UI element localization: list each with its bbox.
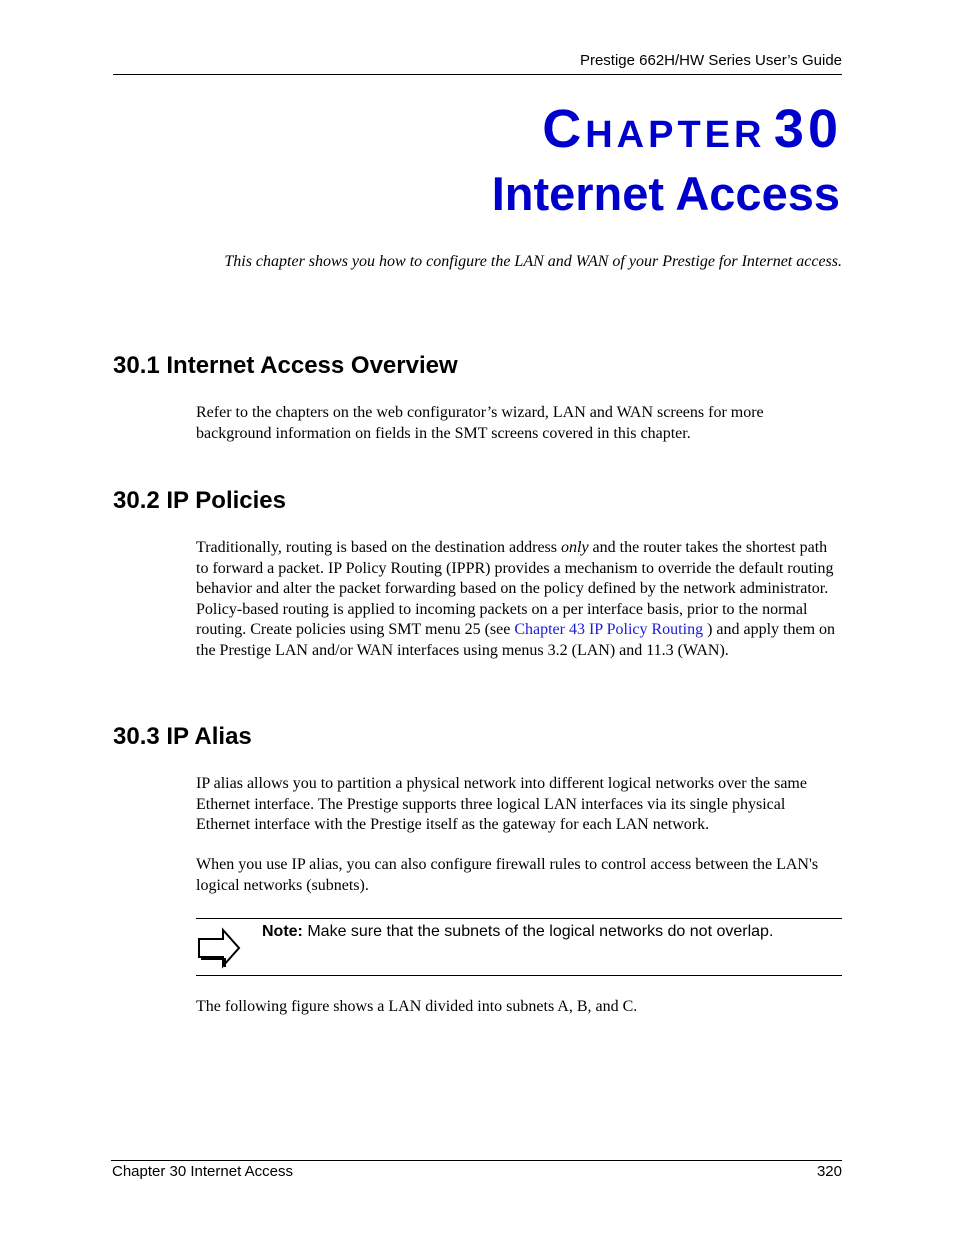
note-text bbox=[262, 923, 773, 941]
page-footer bbox=[111, 1160, 842, 1183]
note-label: Note: bbox=[262, 923, 303, 940]
ip-policies-paragraph bbox=[196, 538, 841, 661]
page-header bbox=[113, 50, 842, 75]
chapter-intro: This chapter shows you how to configure the LAN and WAN of your Prestige for Internet access. bbox=[224, 253, 842, 270]
chapter-label-rest: HAPTER bbox=[585, 114, 766, 156]
section-heading-ip-alias: 30.3 IP Alias bbox=[113, 723, 252, 750]
ip-policies-text-a: Traditionally, routing is based on the destination address bbox=[196, 539, 561, 556]
ip-policies-text-c: ) and apply them on the Prestige LAN and/or WAN interfaces using menus 3.2 (LAN) and 11.3 (WAN). bbox=[196, 621, 836, 659]
arrow-right-outline-icon bbox=[197, 927, 241, 969]
footer-chapter: Chapter 30 Internet Access bbox=[112, 1163, 293, 1180]
page-number: 320 bbox=[816, 1163, 842, 1180]
ip-policies-emphasis: only bbox=[561, 539, 589, 556]
chapter-43-link[interactable]: Chapter 43 IP Policy Routing bbox=[514, 621, 704, 638]
chapter-label bbox=[542, 98, 842, 160]
guide-title: Prestige 662H/HW Series User’s Guide bbox=[579, 52, 842, 69]
ip-policies-text-b: and the router takes the shortest path to forward a packet. IP Policy Routing (IPPR) provides a mechanism to override the default routing behavior and alter the packet forwarding based on the policy defined by the network administrator. Policy-based routing is applied to incoming packets on a per interface basis, prior to the normal routing. Create policies using SMT menu 25 (see bbox=[196, 539, 834, 638]
chapter-title: Internet Access bbox=[491, 167, 840, 220]
chapter-number: 30 bbox=[773, 99, 842, 159]
note-box bbox=[196, 918, 842, 976]
section-heading-overview: 30.1 Internet Access Overview bbox=[113, 352, 458, 379]
overview-paragraph: Refer to the chapters on the web configurator’s wizard, LAN and WAN screens for more background information on fields in the SMT screens covered in this chapter. bbox=[196, 404, 764, 442]
ip-alias-paragraph-3: The following figure shows a LAN divided into subnets A, B, and C. bbox=[196, 998, 638, 1015]
ip-alias-paragraph-2: When you use IP alias, you can also configure firewall rules to control access between the LAN's logical networks (subnets). bbox=[196, 856, 819, 894]
section-heading-ip-policies: 30.2 IP Policies bbox=[113, 487, 287, 514]
note-body: Make sure that the subnets of the logical networks do not overlap. bbox=[302, 923, 774, 940]
ip-alias-paragraph-1: IP alias allows you to partition a physical network into different logical networks over the same Ethernet interface. The Prestige supports three logical LAN interfaces via its single physical Ethernet interface with the Prestige itself as the gateway for each LAN network. bbox=[196, 775, 807, 833]
chapter-label-initial: C bbox=[542, 99, 586, 159]
